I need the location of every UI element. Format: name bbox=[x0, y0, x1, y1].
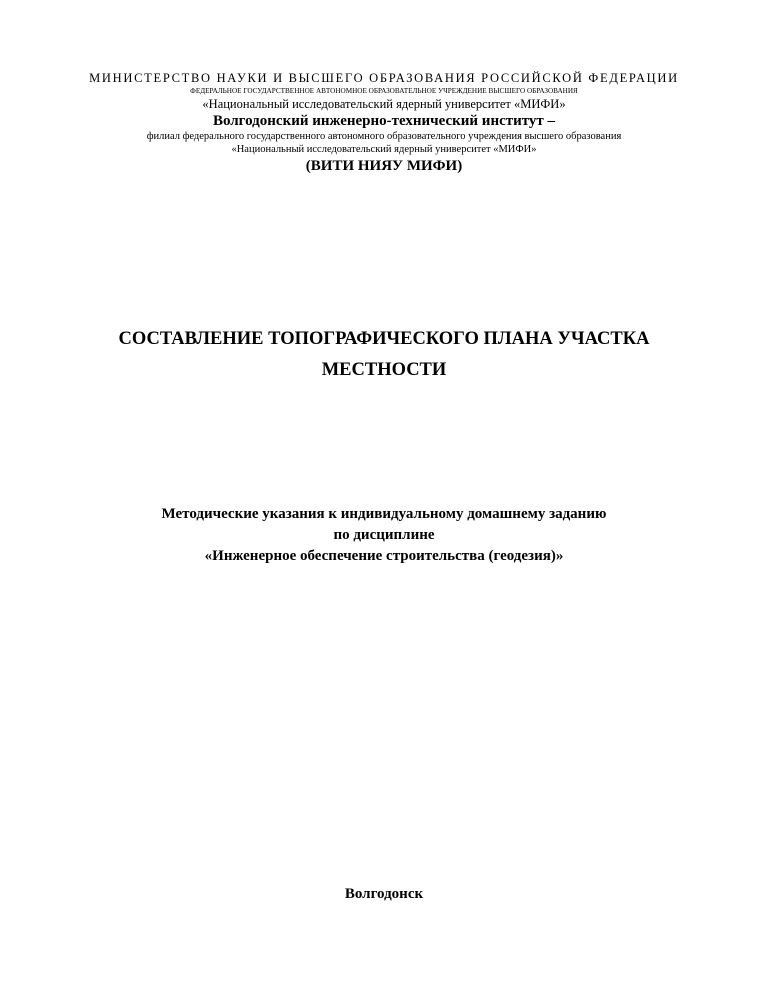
branch-university-name: «Национальный исследовательский ядерный университет «МИФИ» bbox=[231, 144, 537, 155]
discipline-name: «Инженерное обеспечение строительства (геодезия)» bbox=[204, 548, 564, 564]
document-subtitle-line-1: Методические указания к индивидуальному домашнему заданию bbox=[161, 506, 607, 522]
university-name: «Национальный исследовательский ядерный университет «МИФИ» bbox=[202, 97, 566, 111]
ministry-name: МИНИСТЕРСТВО НАУКИ И ВЫСШЕГО ОБРАЗОВАНИЯ РОССИЙСКОЙ ФЕДЕРАЦИИ bbox=[89, 71, 679, 85]
institute-abbreviation: (ВИТИ НИЯУ МИФИ) bbox=[305, 158, 463, 174]
document-subtitle-line-2: по дисциплине bbox=[333, 527, 435, 543]
city-name: Волгодонск bbox=[344, 886, 424, 902]
document-title-line-1: СОСТАВЛЕНИЕ ТОПОГРАФИЧЕСКОГО ПЛАНА УЧАСТКА bbox=[118, 329, 650, 349]
branch-description: филиал федерального государственного автономного образовательного учреждения высшего образования bbox=[146, 131, 622, 142]
document-title-line-2: МЕСТНОСТИ bbox=[321, 360, 447, 380]
federal-institution-line: ФЕДЕРАЛЬНОЕ ГОСУДАРСТВЕННОЕ АВТОНОМНОЕ ОБРАЗОВАТЕЛЬНОЕ УЧРЕЖДЕНИЕ ВЫСШЕГО ОБРАЗОВАНИЯ bbox=[190, 87, 578, 95]
institute-name: Волгодонский инженерно-технический институт – bbox=[212, 113, 556, 129]
